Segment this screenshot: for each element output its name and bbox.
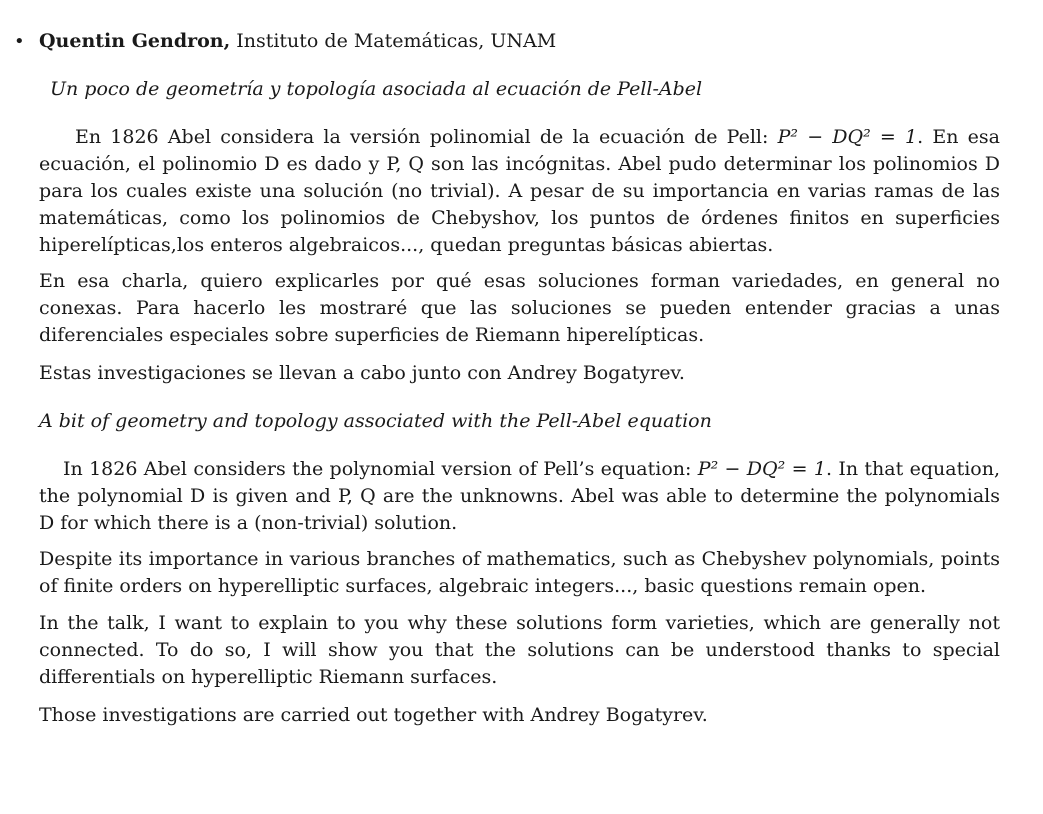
english-equation: P² − DQ² = 1 bbox=[697, 458, 826, 480]
speaker-affiliation: Instituto de Matemáticas, UNAM bbox=[236, 30, 557, 52]
bullet-icon: • bbox=[14, 31, 25, 52]
spanish-title: Un poco de geometría y topología asociada al ecuación de Pell-Abel bbox=[50, 78, 703, 100]
english-paragraph-2: Despite its importance in various branches of mathematics, such as Chebyshev polynomials, points of finite orders on hyperelliptic surfaces, algebraic integers..., basic questions remain open. bbox=[39, 548, 1000, 597]
speaker-line bbox=[14, 28, 556, 55]
spanish-equation: P² − DQ² = 1 bbox=[777, 126, 918, 148]
english-p1-start: In 1826 Abel considers the polynomial version of Pell’s equation: bbox=[63, 458, 698, 480]
speaker-name: Quentin Gendron, bbox=[39, 30, 231, 52]
spanish-paragraph-2: En esa charla, quiero explicarles por qué esas soluciones forman variedades, en general no conexas. Para hacerlo les mostraré que las soluciones se pueden entender gracias a unas diferenciales especiales sobre superficies de Riemann hiperelípticas. bbox=[39, 270, 1000, 346]
english-p1-rest: . In that equation, the polynomial D is given and P, Q are the unknowns. Abel was able to determine the polynomials D for which there is a (non-trivial) solution. bbox=[39, 458, 1000, 534]
english-paragraph-3: In the talk, I want to explain to you why these solutions form varieties, which are generally not connected. To do so, I will show you that the solutions can be understood thanks to special differentials on hyperelliptic Riemann surfaces. bbox=[39, 612, 1000, 688]
spanish-p1-rest: . En esa ecuación, el polinomio D es dado y P, Q son las incógnitas. Abel pudo determinar los polinomios D para los cuales existe una solución (no trivial). A pesar de su importancia en varias ramas de las matemáticas, como los polinomios de Chebyshov, los puntos de órdenes finitos en superficies hiperelípticas,los enteros algebraicos..., quedan preguntas básicas abiertas. bbox=[39, 126, 1000, 256]
english-paragraph-1 bbox=[39, 456, 1000, 537]
english-title: A bit of geometry and topology associated with the Pell-Abel equation bbox=[39, 410, 712, 432]
spanish-paragraph-3: Estas investigaciones se llevan a cabo junto con Andrey Bogatyrev. bbox=[39, 362, 685, 384]
english-paragraph-4: Those investigations are carried out together with Andrey Bogatyrev. bbox=[39, 704, 708, 726]
spanish-p1-start: En 1826 Abel considera la versión polinomial de la ecuación de Pell: bbox=[75, 126, 778, 148]
spanish-paragraph-1 bbox=[39, 124, 1000, 259]
